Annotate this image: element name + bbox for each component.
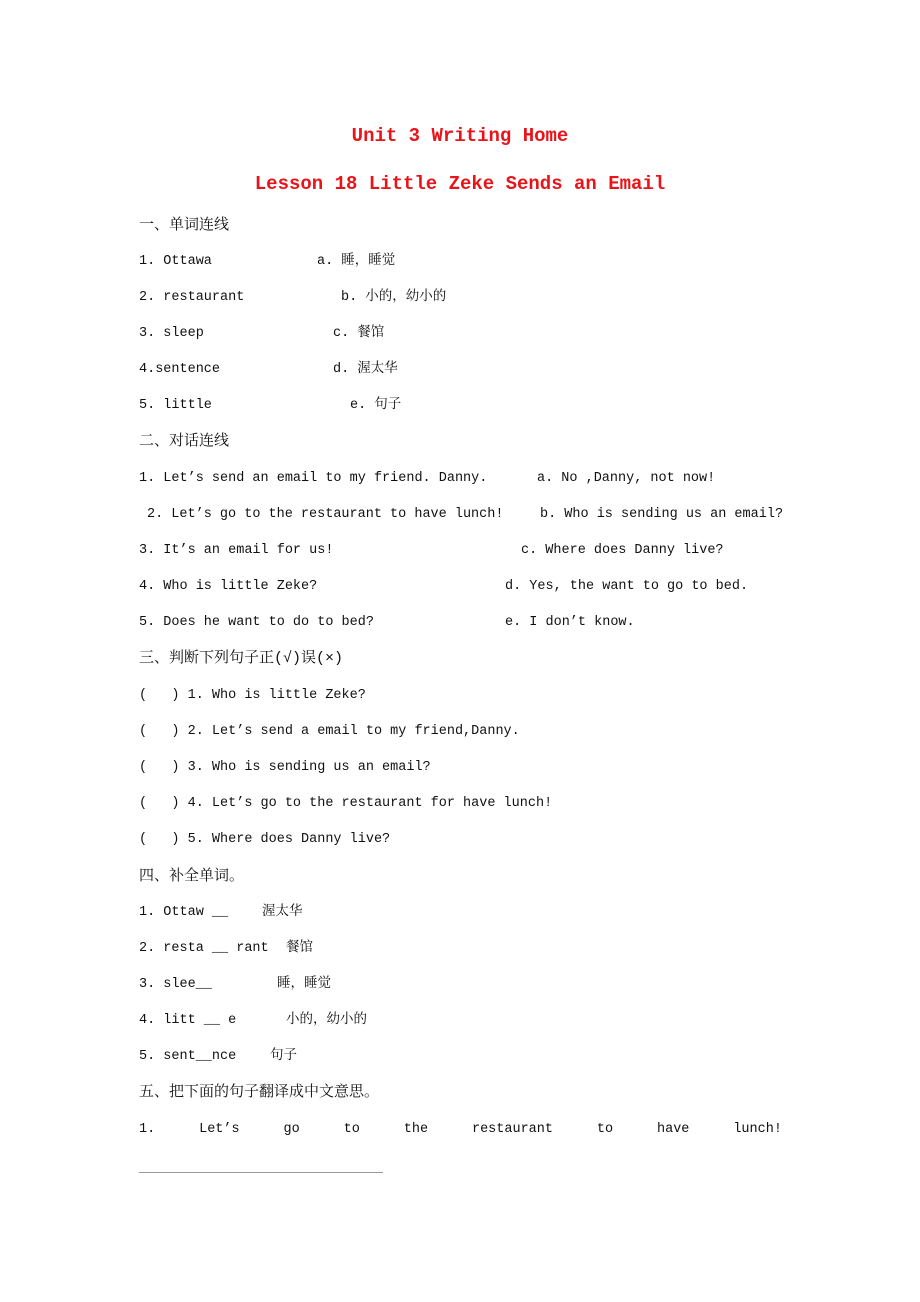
fill-word: 4. litt __ e — [139, 1013, 237, 1028]
meaning-item: b. 小的，幼小的 — [341, 290, 447, 305]
word-item: 3. sleep — [139, 326, 204, 341]
dialogue-answer: a. No ,Danny, not now! — [537, 471, 716, 486]
true-false-item: ( ) 5. Where does Danny live? — [139, 832, 391, 847]
dialogue-question: 3. It’s an email for us! — [139, 543, 334, 558]
dialogue-question: 5. Does he want to do to bed? — [139, 615, 374, 630]
true-false-item: ( ) 3. Who is sending us an email? — [139, 760, 431, 775]
meaning-item: d. 渥太华 — [333, 362, 398, 377]
true-false-item: ( ) 4. Let’s go to the restaurant for have lunch! — [139, 796, 553, 811]
document-title: Unit 3 Writing Home — [351, 125, 569, 147]
fill-meaning: 渥太华 — [262, 905, 303, 920]
fill-word: 3. slee__ — [139, 977, 212, 992]
dialogue-answer: d. Yes, the want to go to bed. — [505, 579, 749, 594]
section-1-heading: 一、单词连线 — [139, 217, 230, 234]
sentence-word: to — [343, 1122, 360, 1137]
sentence-word: to — [596, 1122, 614, 1137]
sentence-word: 1. — [139, 1122, 156, 1137]
section-4-heading: 四、补全单词。 — [139, 868, 245, 885]
sentence-word: the — [403, 1122, 429, 1137]
sentence-word: Let’s — [199, 1122, 240, 1137]
fill-word: 1. Ottaw __ — [139, 905, 229, 920]
fill-meaning: 句子 — [270, 1049, 297, 1064]
true-false-item: ( ) 1. Who is little Zeke? — [139, 688, 366, 703]
word-item: 5. little — [139, 398, 212, 413]
section-3-heading: 三、判断下列句子正(√)误(×) — [139, 650, 344, 667]
section-2-heading: 二、对话连线 — [139, 433, 230, 450]
sentence-word: restaurant — [471, 1122, 553, 1137]
sentence-word: go — [283, 1122, 300, 1137]
meaning-item: c. 餐馆 — [333, 326, 385, 341]
dialogue-answer: b. Who is sending us an email? — [540, 507, 784, 522]
section-5-heading: 五、把下面的句子翻译成中文意思。 — [139, 1084, 380, 1101]
fill-word: 2. resta __ rant — [139, 941, 269, 956]
dialogue-question: 2. Let’s go to the restaurant to have lunch! — [147, 507, 504, 522]
word-item: 1. Ottawa — [139, 254, 212, 269]
word-item: 2. restaurant — [139, 290, 245, 305]
sentence-word: have — [657, 1122, 690, 1137]
word-item: 4.sentence — [139, 362, 221, 377]
dialogue-answer: e. I don’t know. — [505, 615, 635, 630]
dialogue-answer: c. Where does Danny live? — [521, 543, 724, 558]
translation-sentence — [139, 1120, 782, 1140]
dialogue-question: 4. Who is little Zeke? — [139, 579, 318, 594]
answer-line — [139, 1172, 383, 1173]
sentence-word: lunch! — [733, 1122, 782, 1137]
dialogue-question: 1. Let’s send an email to my friend. Danny. — [139, 471, 488, 486]
lesson-title: Lesson 18 Little Zeke Sends an Email — [254, 173, 666, 195]
meaning-item: e. 句子 — [350, 398, 402, 413]
fill-meaning: 餐馆 — [286, 941, 313, 956]
true-false-item: ( ) 2. Let’s send a email to my friend,Danny. — [139, 724, 520, 739]
fill-meaning: 睡，睡觉 — [277, 977, 331, 992]
fill-meaning: 小的，幼小的 — [286, 1013, 367, 1028]
fill-word: 5. sent__nce — [139, 1049, 237, 1064]
meaning-item: a. 睡，睡觉 — [317, 254, 396, 269]
